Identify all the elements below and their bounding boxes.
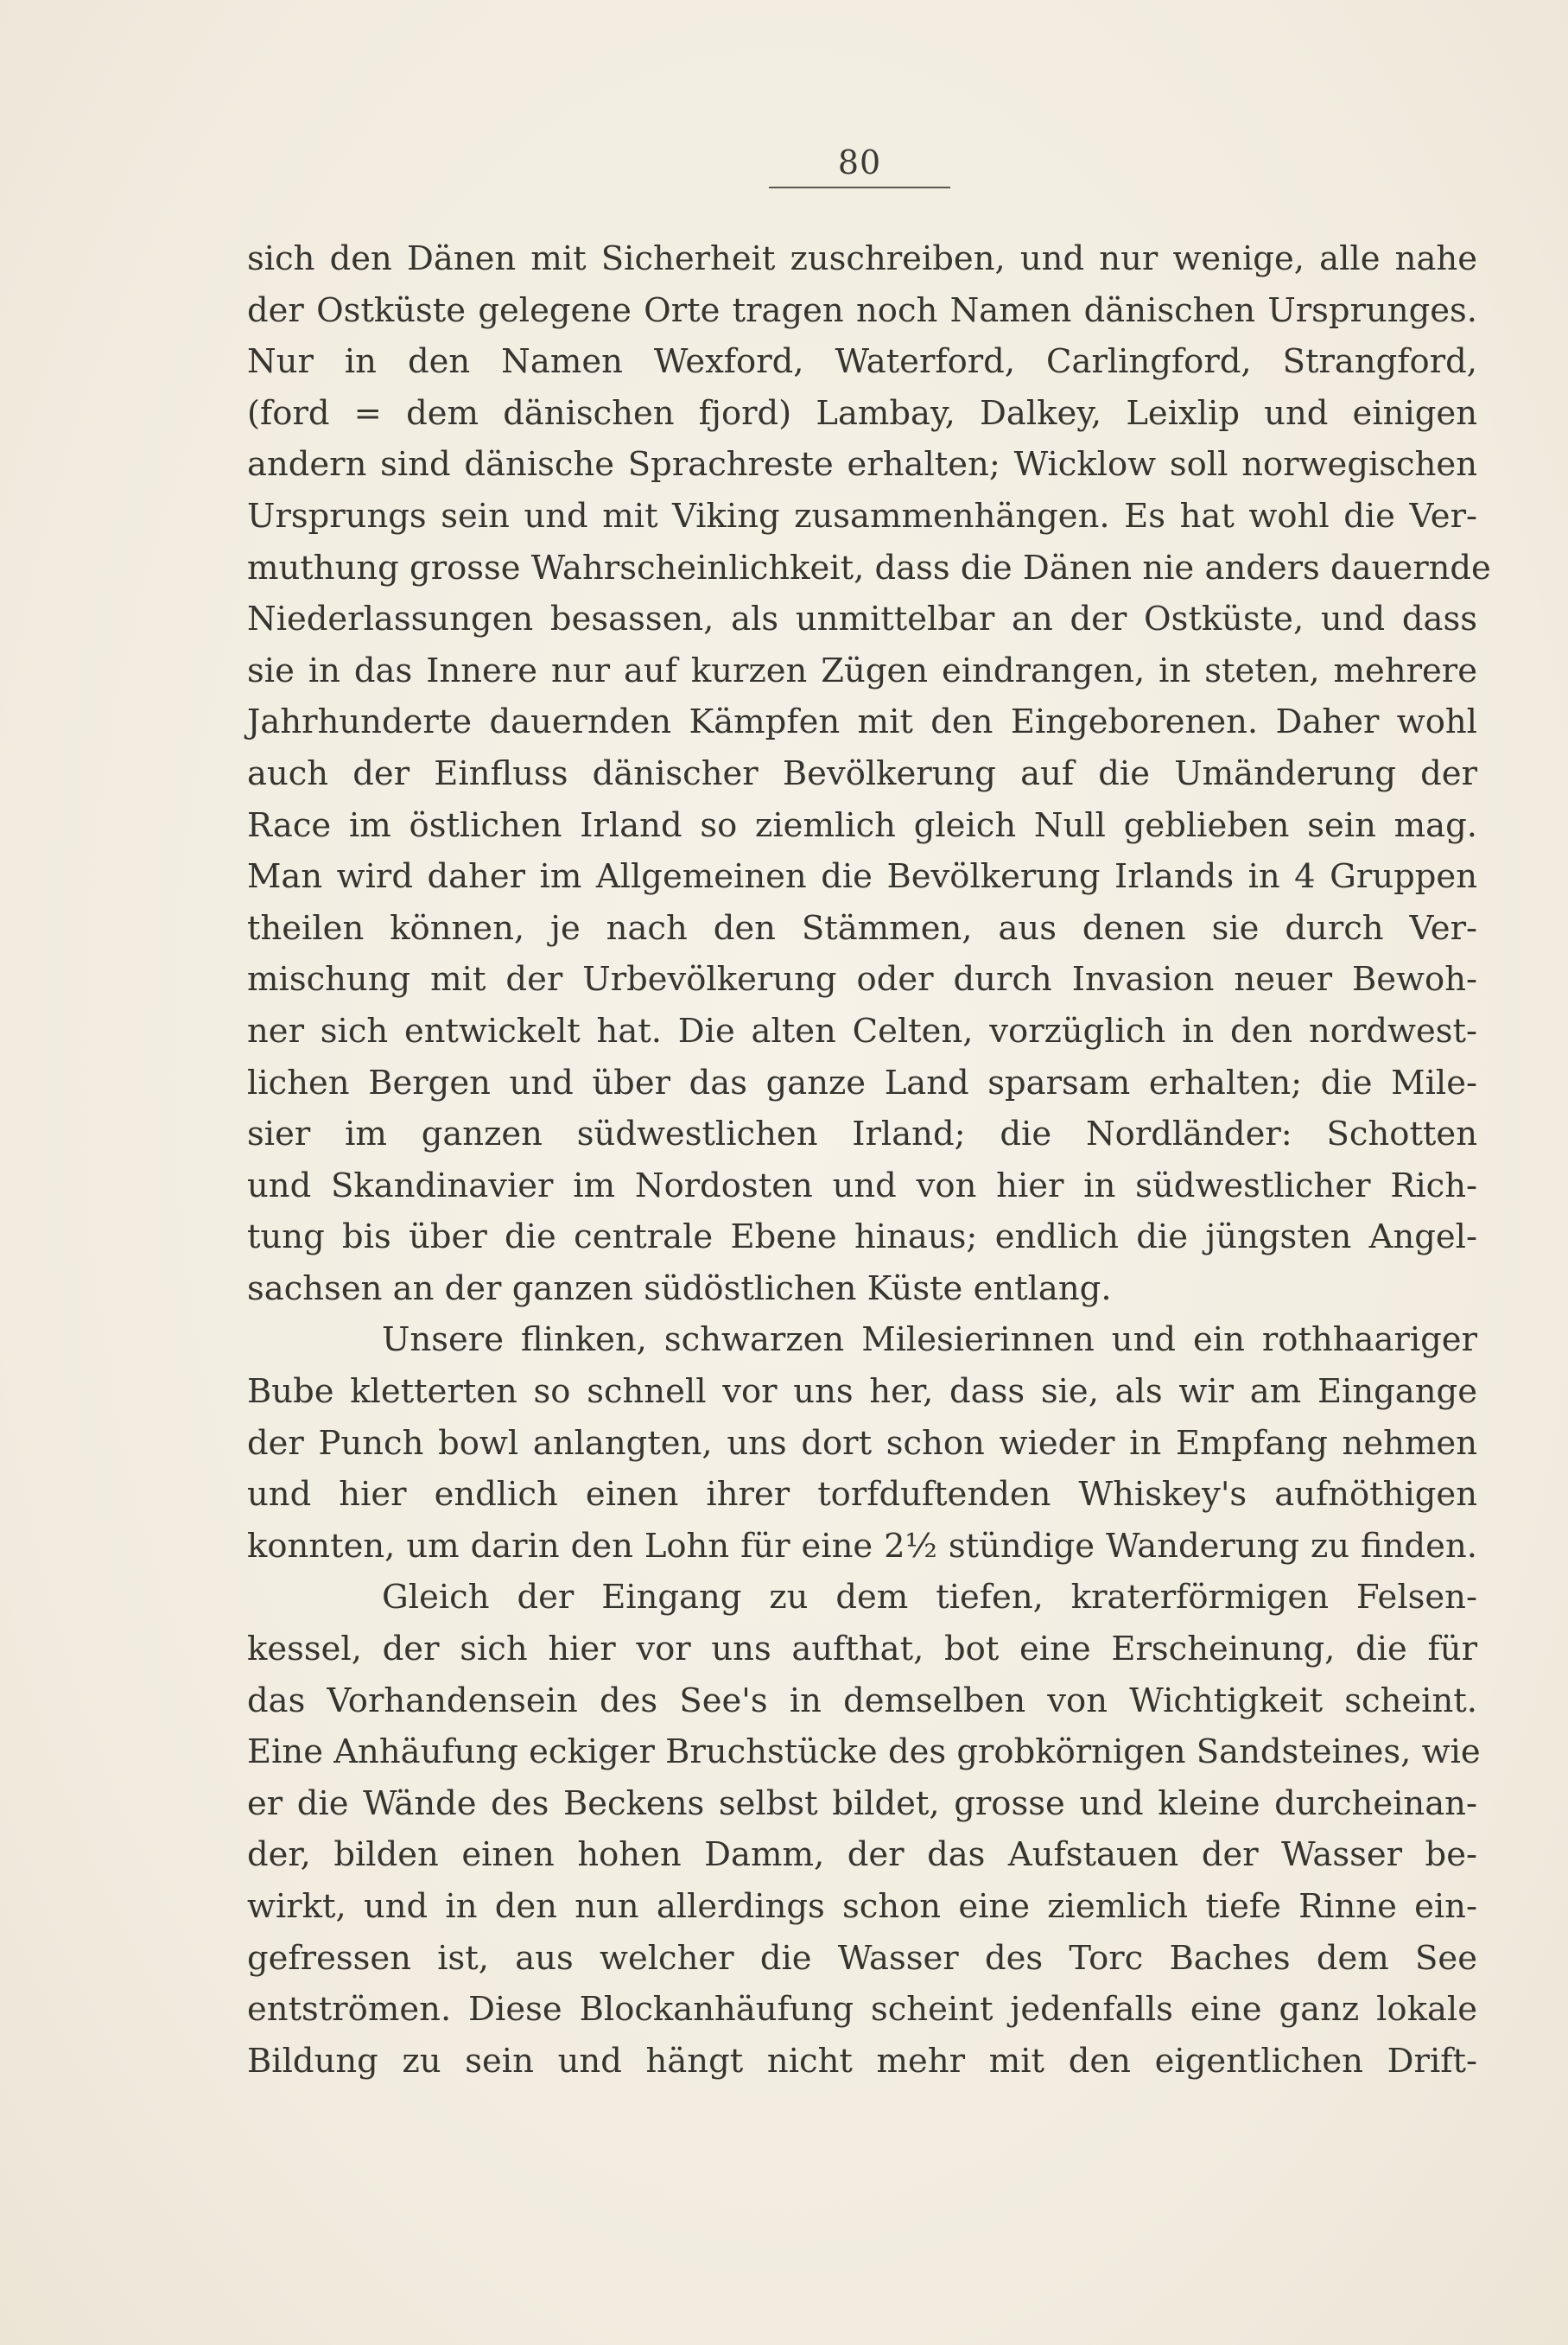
text-line: Race im östlichen Irland so ziemlich gleich Null geblieben sein mag. — [247, 805, 1477, 845]
text-line: entströmen. Diese Blockanhäufung scheint jedenfalls eine ganz lokale — [247, 1990, 1477, 2030]
text-line: lichen Bergen und über das ganze Land sparsam erhalten; die Mile- — [247, 1063, 1477, 1103]
text-line: sich den Dänen mit Sicherheit zuschreiben, und nur wenige, alle nahe — [247, 239, 1477, 278]
text-line: muthung grosse Wahrscheinlichkeit, dass die Dänen nie anders dauernde — [247, 548, 1491, 588]
text-line: Man wird daher im Allgemeinen die Bevölkerung Irlands in 4 Gruppen — [247, 857, 1477, 897]
text-line: das Vorhandensein des See's in demselben von Wichtigkeit scheint. — [247, 1681, 1477, 1720]
text-line-paragraph-end: sachsen an der ganzen südöstlichen Küste entlang. — [247, 1268, 1112, 1308]
text-line: sie in das Innere nur auf kurzen Zügen eindrangen, in steten, mehrere — [247, 651, 1477, 690]
text-line: tung bis über die centrale Ebene hinaus; endlich die jüngsten Angel- — [247, 1217, 1477, 1257]
text-line: Jahrhunderte dauernden Kämpfen mit den Eingeborenen. Daher wohl — [247, 702, 1477, 742]
text-line: theilen können, je nach den Stämmen, aus denen sie durch Ver- — [247, 908, 1477, 948]
text-line: sier im ganzen südwestlichen Irland; die Nordländer: Schotten — [247, 1115, 1477, 1154]
page-number: 80 — [837, 143, 882, 181]
text-line: andern sind dänische Sprachreste erhalten; Wicklow soll norwegischen — [247, 445, 1477, 485]
text-line: er die Wände des Beckens selbst bildet, grosse und kleine durcheinan- — [247, 1783, 1477, 1823]
text-line-paragraph-start: Unsere flinken, schwarzen Milesierinnen und ein rothhaariger — [382, 1320, 1477, 1360]
text-line: gefressen ist, aus welcher die Wasser des Torc Baches dem See — [247, 1938, 1477, 1978]
text-line: Ursprungs sein und mit Viking zusammenhängen. Es hat wohl die Ver- — [247, 496, 1477, 536]
header-rule — [769, 187, 950, 188]
text-line: der, bilden einen hohen Damm, der das Aufstauen der Wasser be- — [247, 1835, 1477, 1875]
text-line: Nur in den Namen Wexford, Waterford, Carlingford, Strangford, — [247, 342, 1477, 382]
text-line: ner sich entwickelt hat. Die alten Celten, vorzüglich in den nordwest- — [247, 1011, 1477, 1051]
text-line: auch der Einfluss dänischer Bevölkerung auf die Umänderung der — [247, 753, 1477, 793]
text-line-paragraph-end: konnten, um darin den Lohn für eine 2½ stündige Wanderung zu finden. — [247, 1526, 1477, 1566]
text-line: Niederlassungen besassen, als unmittelbar an der Ostküste, und dass — [247, 600, 1477, 639]
text-line: und hier endlich einen ihrer torfduftenden Whiskey's aufnöthigen — [247, 1475, 1477, 1515]
body-text — [247, 233, 1491, 2087]
text-line: Bildung zu sein und hängt nicht mehr mit den eigentlichen Drift- — [247, 2041, 1477, 2081]
text-line-paragraph-start: Gleich der Eingang zu dem tiefen, kraterförmigen Felsen- — [382, 1578, 1477, 1617]
text-line: der Punch bowl anlangten, uns dort schon wieder in Empfang nehmen — [247, 1423, 1477, 1463]
text-line: Eine Anhäufung eckiger Bruchstücke des grobkörnigen Sandsteines, wie — [247, 1732, 1481, 1772]
text-line: der Ostküste gelegene Orte tragen noch Namen dänischen Ursprunges. — [247, 290, 1477, 330]
text-line: wirkt, und in den nun allerdings schon eine ziemlich tiefe Rinne ein- — [247, 1887, 1477, 1926]
text-line: (ford = dem dänischen fjord) Lambay, Dalkey, Leixlip und einigen — [247, 393, 1477, 433]
text-line: mischung mit der Urbevölkerung oder durch Invasion neuer Bewoh- — [247, 960, 1477, 1000]
text-line: kessel, der sich hier vor uns aufthat, bot eine Erscheinung, die für — [247, 1630, 1477, 1669]
text-line: Bube kletterten so schnell vor uns her, dass sie, als wir am Eingange — [247, 1372, 1477, 1412]
text-line: und Skandinavier im Nordosten und von hier in südwestlicher Rich- — [247, 1166, 1477, 1205]
